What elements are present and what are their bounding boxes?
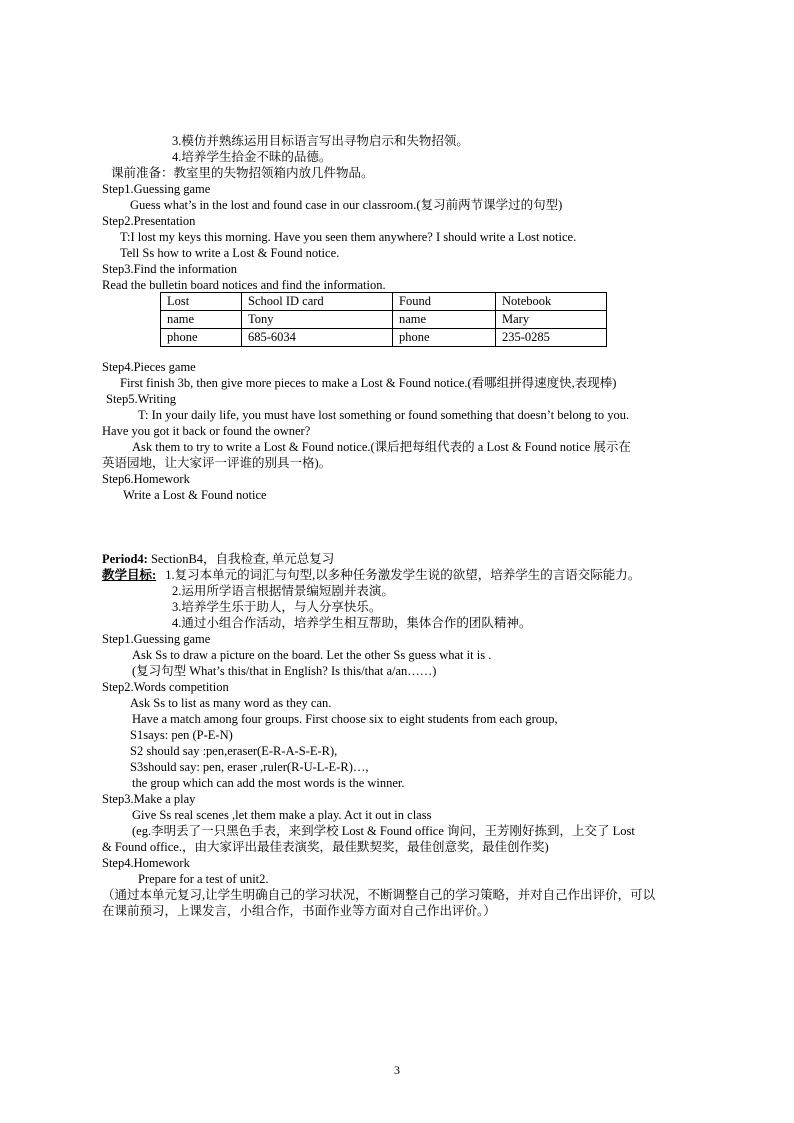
step2-text-1: T:I lost my keys this morning. Have you seen them anywhere? I should write a Lost notice. [120,230,577,244]
p4-step3-text-3: & Found office.，由大家评出最佳表演奖，最佳默契奖，最佳创意奖，最佳创作奖) [102,840,549,854]
table-row [161,293,607,311]
step5-text-2: Have you got it back or found the owner? [102,424,311,438]
table-cell: name [161,311,242,329]
goal-3: 3.培养学生乐于助人，与人分享快乐。 [172,600,382,614]
p4-step2-text-6: the group which can add the most words is the winner. [132,776,405,790]
period4-label: Period4: [102,552,148,566]
step5-text-1: T: In your daily life, you must have lost something or found something that doesn’t belong to you. [138,408,630,422]
objective-line-3: 3.模仿并熟练运用目标语言写出寻物启示和失物招领。 [172,134,469,148]
table-cell: Mary [496,311,607,329]
step3-text: Read the bulletin board notices and find the information. [102,278,386,292]
step4-heading: Step4.Pieces game [102,360,196,374]
goal-4: 4.通过小组合作活动，培养学生相互帮助，集体合作的团队精神。 [172,616,532,630]
table-cell: Tony [242,311,393,329]
p4-step2-text-5: S3should say: pen, eraser ,ruler(R-U-L-E-R)…, [130,760,369,774]
objective-line-4: 4.培养学生拾金不昧的品德。 [172,150,332,164]
table-cell: 235-0285 [496,329,607,347]
teaching-goals-label: 教学目标: [102,568,157,582]
period4-heading-text: SectionB4，自我检查, 单元总复习 [147,552,335,566]
step5-heading: Step5.Writing [106,392,176,406]
step5-text-3: Ask them to try to write a Lost & Found notice.(课后把每组代表的 a Lost & Found notice 展示在 [132,440,631,454]
p4-step1-text-1: Ask Ss to draw a picture on the board. Let the other Ss guess what it is . [132,648,492,662]
step4-text: First finish 3b, then give more pieces to make a Lost & Found notice.(看哪组拼得速度快,表现棒) [120,376,617,390]
step6-text: Write a Lost & Found notice [123,488,267,502]
p4-step2-text-4: S2 should say :pen,eraser(E-R-A-S-E-R), [130,744,338,758]
step3-heading: Step3.Find the information [102,262,238,276]
p4-step1-text-2: (复习句型 What’s this/that in English? Is this/that a/an……) [132,664,437,678]
information-table [160,292,607,347]
table-cell: name [393,311,496,329]
table-cell: Found [393,293,496,311]
teaching-goals-line-1 [102,567,640,583]
p4-step1-heading: Step1.Guessing game [102,632,211,646]
p4-step3-heading: Step3.Make a play [102,792,196,806]
table-row [161,329,607,347]
p4-step2-heading: Step2.Words competition [102,680,229,694]
table-cell: Notebook [496,293,607,311]
reflection-text-1: （通过本单元复习,让学生明确自己的学习状况，不断调整自己的学习策略，并对自己作出评价，可以 [102,888,656,902]
p4-step4-heading: Step4.Homework [102,856,190,870]
preparation-line: 课前准备：教室里的失物招领箱内放几件物品。 [111,166,374,180]
table-cell: Lost [161,293,242,311]
table-row [161,311,607,329]
table-cell: phone [393,329,496,347]
goal-1: 1.复习本单元的词汇与句型,以多种任务激发学生说的欲望，培养学生的言语交际能力。 [165,568,641,582]
p4-step4-text: Prepare for a test of unit2. [138,872,269,886]
table-cell: 685-6034 [242,329,393,347]
table-cell: phone [161,329,242,347]
reflection-text-2: 在课前预习，上课发言，小组合作，书面作业等方面对自己作出评价。） [102,904,496,918]
table-cell: School ID card [242,293,393,311]
p4-step3-text-2: (eg.李明丢了一只黑色手表，来到学校 Lost & Found office 询问，王芳刚好拣到，上交了 Lost [132,824,635,838]
goal-2: 2.运用所学语言根据情景编短剧并表演。 [172,584,394,598]
step2-heading: Step2.Presentation [102,214,196,228]
step2-text-2: Tell Ss how to write a Lost & Found notice. [120,246,340,260]
p4-step2-text-2: Have a match among four groups. First choose six to eight students from each group, [132,712,558,726]
p4-step2-text-1: Ask Ss to list as many word as they can. [130,696,332,710]
step6-heading: Step6.Homework [102,472,190,486]
page-number: 3 [394,1063,400,1077]
p4-step2-text-3: S1says: pen (P-E-N) [130,728,233,742]
period4-heading [102,551,334,567]
step1-text: Guess what’s in the lost and found case in our classroom.(复习前两节课学过的句型) [130,198,563,212]
step1-heading: Step1.Guessing game [102,182,211,196]
p4-step3-text-1: Give Ss real scenes ,let them make a play. Act it out in class [132,808,432,822]
step5-text-4: 英语园地，让大家评一评谁的别具一格)。 [102,456,332,470]
